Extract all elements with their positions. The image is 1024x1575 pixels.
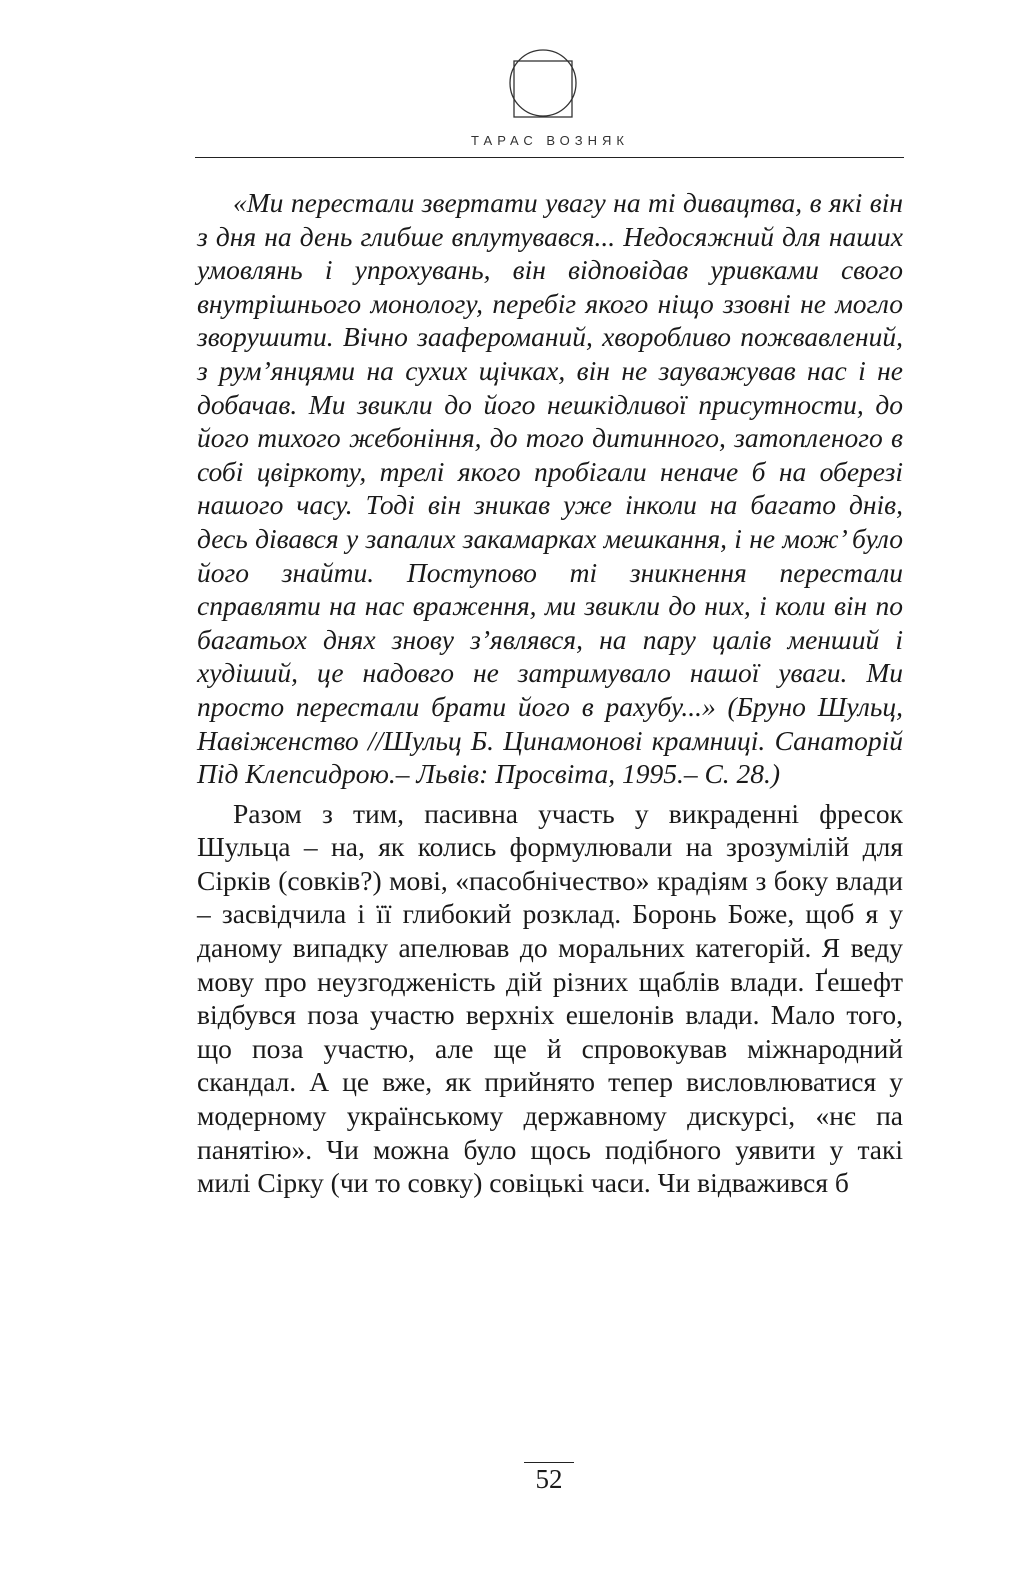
header-rule: [195, 157, 904, 158]
body-paragraph: Разом з тим, пасивна участь у викраденні фресок Шульца – на, як колись формулювали на зрозумілій для Сірків (совків?) мові, «пасобнічество» крадіям з боку влади – засвідчила і її глибокий розклад. Боронь Боже, щоб я у даному випадку апелював до моральних категорій. Я веду мову про неузгодженість дій різних щаблів влади. Ґешефт відбувся поза участю верхніх ешелонів влади. Мало того, що поза участю, але ще й спровокував міжнародний скандал. А це вже, як прийнято тепер висловлюватися у модерному українському державному дискурсі, «нє па панятію». Чи можна було щось подібного уявити у такі милі Сірку (чи то совку) совіцькі часи. Чи відважився б: [197, 797, 903, 1199]
page-number-rule: [524, 1462, 574, 1463]
circle-square-emblem-icon: [508, 48, 578, 118]
page-number: 52: [535, 1464, 563, 1494]
block-quote: «Ми перестали звертати увагу на ті дивацтва, в які він з дня на день глибше вплутувався... Недосяжний для наших умовлянь і упрохувань, він відповідав уривками свого внутрішнього монологу, перебіг якого ніщо ззовні не могло зворушити. Вічно заафероманий, хворобливо пожвавлений, з рум’янцями на сухих щічках, він не зауважував нас і не добачав. Ми звикли до його нешкідливої присутности, до його тихого жебоніння, до того дитинного, затопленого в собі цвіркоту, трелі якого пробігали неначе б на оберезі нашого часу. Тоді він зникав уже інколи на багато днів, десь дівався у запалих закамарках мешкання, і не мож’ було його знайти. Поступово ті зникнення перестали справляти на нас враження, ми звикли до них, і коли він по багатьох днях знову з’являвся, на пару цалів менший і худіший, це надовго не затримувало нашої уваги. Ми просто перестали брати його в рахубу...» (Бруно Шульц, Навіженство //Шульц Б. Цинамонові крамниці. Санаторій Під Клепсидрою.– Львів: Просвіта, 1995.– С. 28.): [197, 187, 903, 790]
running-head: ТАРАС ВОЗНЯК: [471, 133, 629, 148]
page-body: [197, 186, 903, 1200]
